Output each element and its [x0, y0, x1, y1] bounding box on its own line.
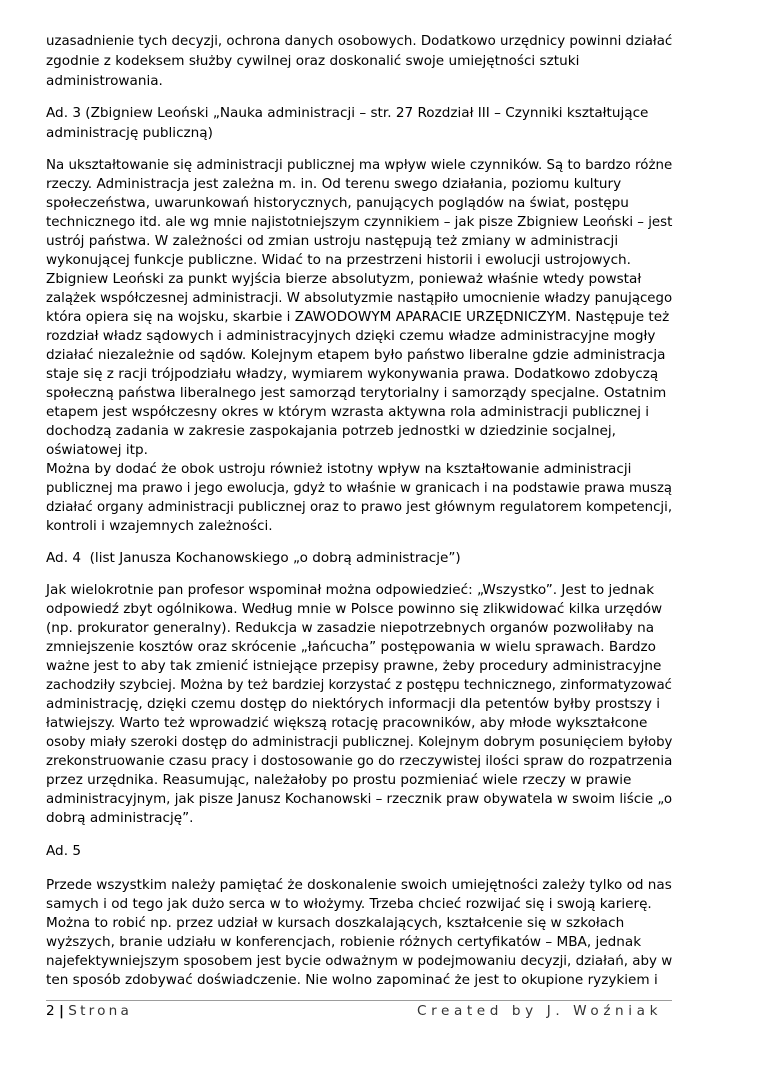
text-line: dobrą administrację”.	[46, 810, 194, 826]
text-line: zalążek współczesnej administracji. W absolutyzmie nastąpiło umocnienie władzy panującego	[46, 290, 673, 306]
text-line: Można to robić np. przez udział w kursach doszkalających, kształcenie się w szkołach	[46, 915, 625, 931]
text-line: administrację publiczną)	[46, 125, 213, 141]
text-line: wykonującej funkcje publiczne. Widać to na przestrzeni historii i ewolucji ustrojowych.	[46, 252, 631, 268]
text-line: społeczeństwa, uwarunkowań historycznych, panujących poglądów na świat, postępu	[46, 195, 629, 211]
text-line: administrację, dzięki czemu dostęp do niektórych informacji dla petentów byłby prostszy i	[46, 696, 660, 712]
text-line: etapem jest współczesny okres w którym wzrasta aktywna rola administracji publicznej i	[46, 404, 650, 420]
text-line: przez urzędnika. Reasumując, należałoby po prostu pozmieniać wiele rzeczy w prawie	[46, 772, 632, 788]
text-line: Ad. 3 (Zbigniew Leoński „Nauka administracji – str. 27 Rozdział III – Czynniki kształtujące	[46, 105, 649, 121]
text-line: ustrój państwa. W zależności od zmian ustroju następują też zmiany w administracji	[46, 233, 619, 249]
footer-divider	[46, 1000, 672, 1001]
text-line: osoby miały szeroki dostęp do administracji publicznej. Kolejnym dobrym posunięciem byłoby	[46, 734, 673, 750]
text-line: oświatowej itp.	[46, 442, 148, 458]
text-line: łatwiejszy. Warto też wprowadzić większą rotację pracowników, aby młode wykształcone	[46, 715, 648, 731]
page-label: Strona	[68, 1003, 132, 1019]
text-line: samych i od tego jak dużo serca w to włożymy. Trzeba chcieć rozwijać się i swoją karierę.	[46, 896, 652, 912]
author-credit: Created by J. Woźniak	[417, 1003, 663, 1019]
footer-separator: |	[58, 1003, 64, 1019]
text-line: (np. prokurator generalny). Redukcja w zasadzie niepotrzebnych organów pozwoliłaby na	[46, 620, 655, 636]
text-line: która opiera się na wojsku, skarbie i ZAWODOWYM APARACIE URZĘDNICZYM. Następuje też	[46, 309, 670, 325]
text-line: Jak wielokrotnie pan profesor wspominał można odpowiedzieć: „Wszystko”. Jest to jednak	[46, 582, 655, 598]
text-line: działać organy administracji publicznej oraz to prawo jest głównym regulatorem kompetencji,	[46, 499, 673, 515]
text-line: odpowiedź zbyt ogólnikowa. Według mnie w Polsce powinno się zlikwidować kilka urzędów	[46, 601, 663, 617]
text-line: technicznego itd. ale wg mnie najistotniejszym czynnikiem – jak pisze Zbigniew Leoński – jest	[46, 214, 673, 230]
text-line: zgodnie z kodeksem służby cywilnej oraz doskonalić swoje umiejętności sztuki	[46, 53, 580, 69]
text-line: zmniejszenie kosztów oraz skrócenie „łańcucha” postępowania w wielu sprawach. Bardzo	[46, 639, 656, 655]
text-line: staje się z racji trójpodziału władzy, wymiarem wykonywania prawa. Dodatkowo zdobyczą	[46, 366, 659, 382]
text-line: ten sposób zdobywać doświadczenie. Nie wolno zapominać że jest to okupione ryzykiem i	[46, 972, 658, 988]
text-line: kontroli i wzajemnych zależności.	[46, 518, 273, 534]
text-line: wyższych, branie udziału w konferencjach, robienie różnych certyfikatów – MBA, jednak	[46, 934, 642, 950]
page-number-footer	[46, 1003, 132, 1020]
text-line: Można by dodać że obok ustroju również istotny wpływ na kształtowanie administracji	[46, 461, 632, 477]
text-line: rozdział władz sądowych i administracyjnych dzięki czemu władze administracyjne mogły	[46, 328, 656, 344]
text-line: Ad. 4 (list Janusza Kochanowskiego „o dobrą administracje”)	[46, 550, 461, 566]
text-line: Przede wszystkim należy pamiętać że doskonalenie swoich umiejętności zależy tylko od nas	[46, 877, 672, 893]
text-line: ważne jest to aby tak zmienić istniejące przepisy prawne, żeby procedury administracyjne	[46, 658, 662, 674]
text-line: dochodzą zadania w zakresie zaspokajania potrzeb jednostki w dziedzinie socjalnej,	[46, 423, 617, 439]
text-line: Na ukształtowanie się administracji publicznej ma wpływ wiele czynników. Są to bardzo różne	[46, 157, 673, 173]
text-line: działać niezależnie od sądów. Kolejnym etapem było państwo liberalne gdzie administracja	[46, 347, 666, 363]
text-line: zachodziły szybciej. Można by też bardziej korzystać z postępu technicznego, zinformatyzować	[46, 677, 672, 693]
text-line: uzasadnienie tych decyzji, ochrona danych osobowych. Dodatkowo urzędnicy powinni działać	[46, 33, 673, 49]
text-line: społeczną państwa liberalnego jest samorząd terytorialny i samorządy specjalne. Ostatnim	[46, 385, 667, 401]
text-line: najefektywniejszym sposobem jest bycie odważnym w podejmowaniu decyzji, działań, aby w	[46, 953, 673, 969]
text-line: rzeczy. Administracja jest zależna m. in. Od terenu swego działania, poziomu kultury	[46, 176, 622, 192]
page-number: 2	[46, 1003, 55, 1019]
text-line: Ad. 5	[46, 843, 81, 859]
text-line: publicznej ma prawo i jego ewolucja, gdyż to właśnie w granicach i na podstawie prawa muszą	[46, 480, 673, 496]
text-line: administracyjnym, jak pisze Janusz Kochanowski – rzecznik praw obywatela w swoim liście „o	[46, 791, 673, 807]
text-line: zrekonstruowanie czasu pracy i dostosowanie go do rzeczywistej ilości spraw do rozpatrzenia	[46, 753, 673, 769]
text-line: administrowania.	[46, 73, 163, 89]
text-line: Zbigniew Leoński za punkt wyjścia bierze absolutyzm, ponieważ właśnie wtedy powstał	[46, 271, 642, 287]
